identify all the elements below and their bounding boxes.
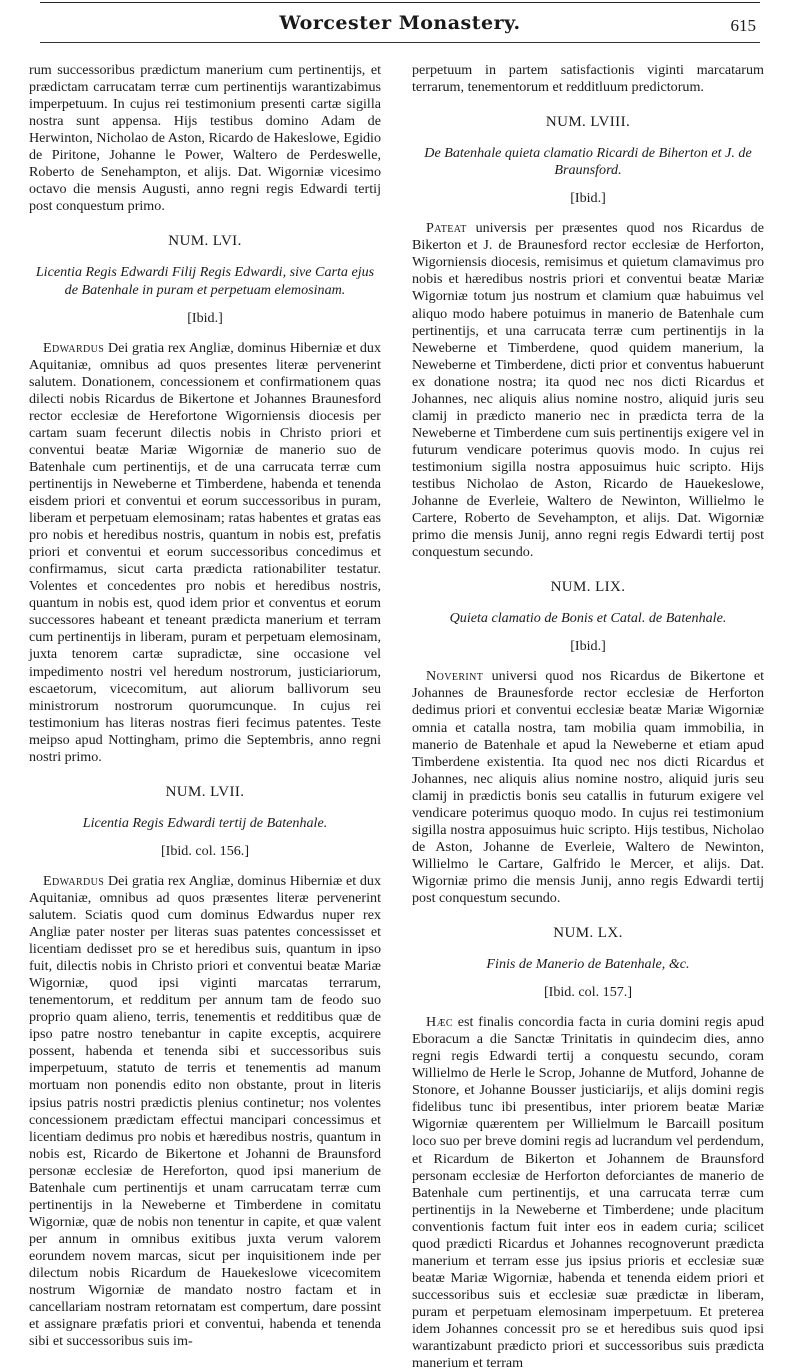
document-title: Finis de Manerio de Batenhale, &c. bbox=[486, 956, 690, 973]
document-title: De Batenhale quieta clamatio Ricardi de Biherton et J. de Braunsford. bbox=[424, 145, 752, 179]
document-text bbox=[29, 340, 381, 766]
running-title: Worcester Monastery. bbox=[279, 12, 521, 34]
continued-paragraph: perpetuum in partem satisfactionis viginti marcatarum terrarum, tenementorum et redditluum predictorum. bbox=[412, 62, 764, 96]
left-column bbox=[29, 62, 381, 1350]
document-title: Licentia Regis Edwardi Filij Regis Edwardi, sive Carta ejus de Batenhale in puram et perpetuam elemosinam. bbox=[35, 264, 375, 298]
paragraph-text: universis per præsentes quod nos Ricardus de Bikerton et J. de Braunesford rector ecclesiæ de Herforton, Wigorniensis diocesis, remisimus et quietum clamavimus pro nobis et hæredibus nostris priori et conventui beatæ Mariæ Wigorniæ totum jus nostrum et clamium quæ habuimus vel aliquo modo habere potuimus in manerio de Batenhale cum pertinentijs, et una carrucata terræ cum pertinentijs in la Neweberne et Timberdene, quod quidem manerium, la Neweberne et Timberdene, dicti prior et conventus habuerunt ex donatione nostra; ita quod nec nos dicti Ricardus et Johannes, nec aliquis alius nomine nostro, aliquid juris seu clamij in prædicto manerio nec in prædicta terra de la Neweberne et Timberdene cum suis pertinentijs exigere vel in futurum vendicare poterimus quovis modo. In cujus rei testimonium sigilla nostra apposuimus huic scripto. Hijs testibus Nicholao de Aston, Ricardo de Hauekeslowe, Johanne de Everleie, Waltero de Newinton, Willielmo le Cartere, Roberto de Sevehampton, et alijs. Dat. Wigorniæ primo die mensis Junij, anno regni regis Edwardi tertij post conquestum secundo. bbox=[412, 220, 764, 561]
source-reference: [Ibid.] bbox=[570, 190, 606, 207]
opening-word: Noverint bbox=[426, 668, 484, 685]
document-text bbox=[29, 873, 381, 1350]
paragraph-text: Dei gratia rex Angliæ, dominus Hiberniæ et dux Aquitaniæ, omnibus ad quos presentes literæ pervenerint salutem. Donationem, concessionem et confirmationem quas dilecti nobis Ricardus de Bikertone et Johannes Braunesford rector ecclesiæ de Herefortone Wigorniensis diocesis per cartam suam fecerunt dilectis nobis in Christo priori et conventui beatæ Mariæ Wigorniæ de manerio suo de Batenhale cum pertinentijs, et de una carrucata terræ cum pertinentijs in Neweberne et Timberdene, habenda et tenenda eisdem priori et conventui et eorum successoribus in puram, liberam et perpetuam elemosinam; ratas habentes et gratas eas pro nobis et heredibus nostris, quantum in nobis est, prefatis priori et conventui et eorum successoribus concedimus et confirmamus, sicut carta prædicta rationabiliter testatur. Volentes et concedentes pro nobis et heredibus nostris, quantum in nobis est, quod idem prior et conventus et eorum successores habeant et teneant prædicta manerium et terram cum pertinentijs in liberam, puram et perpetuam elemosinam, juxta tenorem cartæ supradictæ, sine occasione vel impedimento nostri vel heredum nostrorum, justiciariorum, escaetorum, vicecomitum, aut aliorum ballivorum seu ministrorum nostrorum quorumcunque. In cujus rei testimonium has literas nostras fieri fecimus patentes. Teste meipso apud Nottingham, primo die Septembris, anno regni nostri primo. bbox=[29, 339, 381, 765]
opening-word: Hæc bbox=[426, 1014, 453, 1031]
top-rule bbox=[40, 2, 760, 3]
source-reference: [Ibid. col. 157.] bbox=[543, 984, 633, 1001]
document-text bbox=[412, 220, 764, 561]
source-reference: [Ibid.] bbox=[570, 638, 606, 655]
paragraph-text: est finalis concordia facta in curia domini regis apud Eboracum a die Sanctæ Trinitatis in quindecim dies, anno regni regis Edwardi tertij a conquestu secundo, coram Willielmo de Herle le Scrop, Johanne de Mutford, Johanne de Stonore, et Johanne Bousser justiciarijs, et alijs domini regis fidelibus tunc ibi presentibus, inter priorem beatæ Mariæ Wigorniæ quærentem per Willielmum le Barcaill positum loco suo per breve domini regis ad lucrandum vel perdendum, et Ricardum de Bikerton et Johannem de Braunsford personam ecclesiæ de Herforton deforciantes de manerio de Batenhale cum pertinentijs, et una carrucata terræ cum pertinentijs in la Neweberne et Timberdene; unde placitum conventionis factum fuit inter eos in eadem curia; scilicet quod prædicti Ricardus et Johannes recognoverunt prædicta manerium et terram esse jus ipsius prioris et ecclesiæ suæ beatæ Mariæ Wigorniæ, habenda et tenenda eidem priori et successoribus suis et ecclesiæ suæ prædictæ in liberam, puram et perpetuam elemosinam imperpetuum. Et preterea idem Johannes concessit pro se et heredibus suis quod ipsi warantizabunt prædicto priori et successoribus suis prædicta manerium et terram bbox=[412, 1014, 764, 1372]
page-number: 615 bbox=[730, 16, 756, 35]
opening-word: Pateat bbox=[426, 220, 467, 237]
document-number: NUM. LVII. bbox=[165, 783, 245, 800]
header-rule bbox=[40, 42, 760, 43]
document-number: NUM. LIX. bbox=[550, 579, 626, 596]
document-number: NUM. LX. bbox=[553, 925, 623, 942]
right-column bbox=[412, 62, 764, 1372]
document-text bbox=[412, 1014, 764, 1372]
document-title: Licentia Regis Edwardi tertij de Batenhale. bbox=[82, 814, 328, 831]
continued-paragraph: rum successoribus prædictum manerium cum pertinentijs, et prædictam carrucatam terræ cum pertinentijs warantizabimus imperpetuum. In cujus rei testimonium presenti cartæ sigilla nostra sunt appensa. Hijs testibus domino Adam de Herwinton, Nicholao de Aston, Ricardo de Hakeslowe, Egidio de Piritone, Johanne le Power, Waltero de Perdeswelle, Roberto de Senehampton, et alijs. Dat. Wigorniæ vicesimo octavo die mensis Augusti, anno regni regis Edwardi tertij post conquestum primo. bbox=[29, 62, 381, 215]
paragraph-text: Dei gratia rex Angliæ, dominus Hiberniæ et dux Aquitaniæ, omnibus ad quos præsentes literæ pervenerint salutem. Sciatis quod cum dominus Edwardus nuper rex Angliæ pater noster per literas suas patentes concessisset et licentiam dedisset pro se et heredibus suis, quantum in ipso fuit, dilectis nobis in Christo priori et conventui beatæ Mariæ Wigorniæ, quod ipsi viginti marcatas terrarum, tenementorum, et redditum per annum tam de feodo suo proprio quam alieno, terris, tenementis et redditibus quæ de ipso patre nostro tenebantur in capite exceptis, acquirere possent, habenda et tenenda sibi et successoribus suis imperpetuum, statuto de terris et tenementis ad manum mortuam non ponendis edito non obstante, prout in literis ipsius patris nostri prædictis plenius continetur; nos volentes concessionem prædictam effectui mancipari concessimus et licentiam dedimus pro nobis et hæredibus nostris, quantum in nobis est, Ricardo de Bikertone et Johanni de Braunsford personæ ecclesiæ de Hereforton, quod ipsi manerium de Batenhale cum pertinentijs et unam carrucatam terræ cum pertinentijs in la Neweberne et Timberdene in comitatu Wigorniæ, quæ de nobis non tenentur in capite, et quæ valent per annum in omnibus exitibus juxta verum valorem eorundem novem marcas, sicut per inquisitionem inde per dilectum nobis Ricardum de Hauekeslowe vicecomitem nostrum Wigorniæ de mandato nostro factam et in cancellariam nostram retornatam est compertum, dare possint et assignare præfatis priori et conventui, habenda et tenenda sibi et successoribus suis im- bbox=[29, 872, 381, 1350]
document-number: NUM. LVI. bbox=[168, 233, 242, 250]
document-text bbox=[412, 668, 764, 907]
document-number: NUM. LVIII. bbox=[545, 114, 631, 131]
opening-word: Edwardus bbox=[43, 872, 105, 889]
document-title: Quieta clamatio de Bonis et Catal. de Batenhale. bbox=[449, 610, 727, 627]
opening-word: Edwardus bbox=[43, 339, 105, 356]
source-reference: [Ibid.] bbox=[187, 309, 223, 326]
paragraph-text: universi quod nos Ricardus de Bikertone et Johannes de Braunesforde rector ecclesiæ de Herforton dedimus priori et conventui ecclesiæ beatæ Mariæ Wigorniæ omnia et catalla nostra, tam mobilia quam immobilia, in manerio de Batenhale et apud la Neweberne et etiam apud Timberdene existentia. Ita quod nec nos dicti Ricardus et Johannes, nec aliquis alius nomine nostro, aliquid juris seu clamij in prædictis bonis seu catallis in futurum exigere vel vendicare poterimus quoquo modo. In cujus rei testimonium sigilla nostra apposuimus huic scripto. Hijs testibus, Nicholao de Aston, Johanne de Everleie, Waltero de Newinton, Willielmo le Cartare, Galfrido le Mercer, et alijs. Dat. Wigorniæ primo die mensis Junij, anno regis Edwardi tertij post conquestum secundo. bbox=[412, 668, 764, 906]
source-reference: [Ibid. col. 156.] bbox=[160, 842, 250, 859]
page-header bbox=[40, 0, 760, 46]
